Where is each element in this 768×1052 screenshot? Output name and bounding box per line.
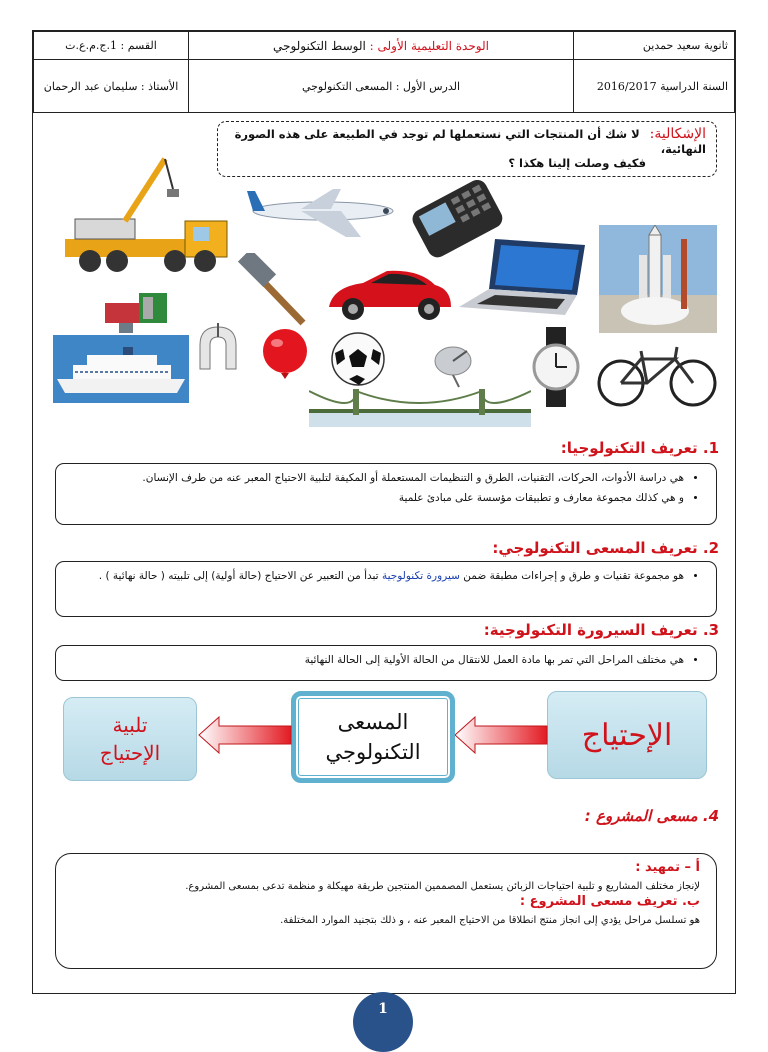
section-1-item-1: • هي دراسة الأدوات، الحركات، التقنيات، الطرق و التنظيمات المستعملة أو المكيفة لتلبية الاحتياج المعبر عنه من طرف الإنسان. (66, 468, 684, 488)
unit-cell (189, 32, 574, 60)
section-1-title: 1. تعريف التكنولوجيا: (560, 439, 719, 457)
section-2-title: 2. تعريف المسعى التكنولوجي: (492, 539, 719, 557)
football-image (327, 329, 389, 389)
page-number: 1 (353, 992, 413, 1052)
section-1-item-2: • و هي كذلك مجموعة معارف و تطبيقات مؤسسة على مبادئ علمية (66, 488, 684, 508)
class-label: القسم : 1.ج.م.ع.ت (34, 32, 189, 60)
school-name: ثانوية سعيد حمدين (574, 32, 735, 60)
section-3-box (55, 645, 717, 681)
problem-label: الإشكالية: (649, 126, 706, 142)
unit-label: الوحدة التعليمية الأولى : (369, 38, 489, 53)
section-2-highlight: سيرورة تكنولوجية (381, 570, 460, 582)
laptop-image (455, 235, 595, 317)
cable-clip-image (188, 321, 250, 377)
cruise-ship-image (53, 335, 189, 403)
satisfaction-box (63, 697, 197, 781)
definition-text: هو تسلسل مراحل يؤدي إلى انجاز منتج انطلاقا من الاحتياج المعبر عنه ، و ذلك بتجنيد الموارد المختلفة. (280, 915, 700, 926)
problem-box (217, 121, 717, 177)
year-label: السنة الدراسية (660, 79, 728, 93)
section-3-item: • هي مختلف المراحل التي تمر بها مادة العمل للانتقال من الحالة الأولية إلى الحالة النهائية (66, 650, 684, 670)
valve-image (99, 283, 179, 337)
problem-text-1: لا شك أن المنتجات التي نستعملها لم توجد في الطبيعة على هذه الصورة النهائية، (234, 127, 706, 156)
airplane-image (241, 181, 401, 243)
satellite-dish-image (429, 341, 481, 389)
car-image (323, 263, 457, 329)
section-2-box (55, 561, 717, 617)
satisfaction-line-1: تلبية (112, 713, 148, 737)
approach-line-2: التكنولوجي (325, 740, 421, 764)
section-2-text (66, 566, 684, 586)
section-2-text-a: هو مجموعة تقنيات و طرق و إجراءات مطبقة ضمن (463, 570, 684, 582)
arrow-center-to-left (197, 715, 293, 755)
intro-title: أ – تمهيد : (635, 860, 700, 875)
page-frame (32, 30, 736, 994)
hammer-image (233, 253, 315, 327)
header-table (33, 31, 735, 113)
approach-line-1: المسعى (337, 710, 409, 734)
lesson-title: الدرس الأول : المسعى التكنولوجي (189, 60, 574, 113)
section-1-box (55, 463, 717, 525)
balloon-image (257, 327, 313, 385)
approach-box (291, 691, 455, 783)
definition-title: ب. تعريف مسعى المشروع : (519, 894, 700, 909)
satisfaction-line-2: الإحتياج (99, 741, 161, 765)
unit-name: الوسط التكنولوجي (273, 38, 366, 53)
intro-text: لإنجاز مختلف المشاريع و تلبية احتياجات الزبائن يستعمل المصممين المنتجين طريقة مهيكلة و منظمة تدعى بمسعى المشروع. (185, 881, 700, 892)
problem-text-2: فكيف وصلت إلينا هكذا ؟ (508, 156, 646, 170)
need-box: الإحتياج (547, 691, 707, 779)
section-4-title: 4. مسعى المشروع : (584, 807, 719, 825)
rocket-image (599, 225, 717, 333)
wristwatch-image (521, 325, 591, 409)
school-year (574, 60, 735, 113)
bridge-image (309, 385, 531, 427)
problem-line-1 (228, 126, 706, 156)
section-3-title: 3. تعريف السيرورة التكنولوجية: (483, 621, 719, 639)
section-2-text-b: تبدأ من التعبير عن الاحتياج (حالة أولية) إلى تلبيته ( حالة نهائية ) . (98, 570, 379, 582)
section-4-box (55, 853, 717, 969)
crane-truck-image (55, 149, 235, 289)
arrow-right-to-center (453, 715, 549, 755)
year-value: 2016/2017 (596, 79, 657, 93)
teacher-name: الأستاذ : سليمان عبد الرحمان (34, 60, 189, 113)
bicycle-image (593, 339, 721, 411)
